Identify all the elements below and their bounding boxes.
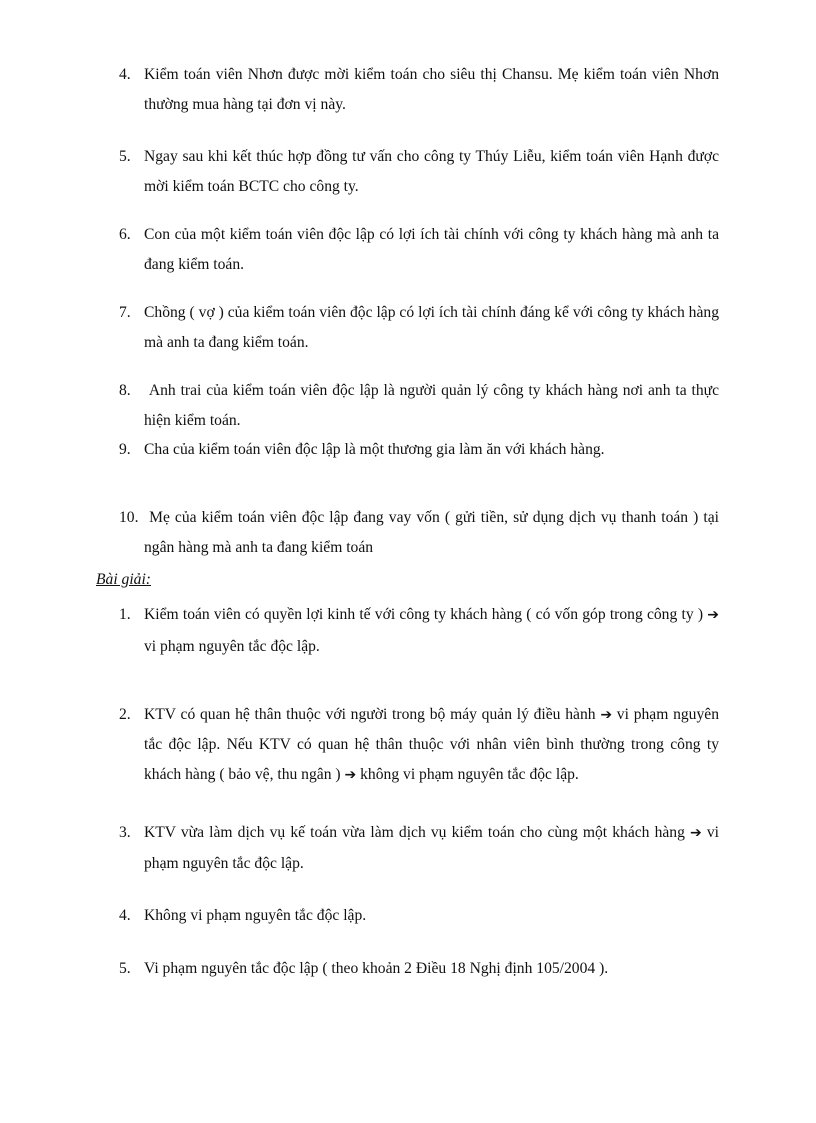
question-number: 10. bbox=[119, 509, 139, 526]
question-text: Mẹ của kiểm toán viên độc lập đang vay vốn ( gửi tiền, sử dụng dịch vụ thanh toán ) tại ngân hàng mà anh ta đang kiểm toán bbox=[144, 509, 723, 556]
answer-text: Không vi phạm nguyên tắc độc lập. bbox=[144, 907, 367, 924]
question-item-9 bbox=[119, 435, 719, 465]
right-arrow-icon: ➔ bbox=[707, 607, 719, 623]
answer-text: Vi phạm nguyên tắc độc lập ( theo khoản 2 Điều 18 Nghị định 105/2004 ). bbox=[144, 960, 609, 977]
solution-heading: Bài giải: bbox=[96, 571, 152, 588]
question-number: 9. bbox=[119, 441, 131, 458]
question-text: Anh trai của kiểm toán viên độc lập là người quản lý công ty khách hàng nơi anh ta thực hiện kiểm toán. bbox=[144, 382, 723, 429]
question-item-6 bbox=[119, 220, 719, 279]
question-number: 5. bbox=[119, 148, 131, 165]
question-item-7 bbox=[119, 298, 719, 357]
answer-item-1 bbox=[119, 599, 723, 662]
answer-text bbox=[144, 700, 723, 790]
right-arrow-icon: ➔ bbox=[690, 825, 702, 841]
answer-text bbox=[144, 599, 723, 662]
answer-number: 5. bbox=[119, 960, 131, 977]
answer-item-4 bbox=[119, 901, 719, 931]
answer-text-part: vi phạm nguyên tắc độc lập. bbox=[144, 606, 723, 655]
question-number: 8. bbox=[119, 382, 131, 399]
question-text: Chồng ( vợ ) của kiểm toán viên độc lập có lợi ích tài chính đáng kể với công ty khách hàng mà anh ta đang kiểm toán. bbox=[144, 304, 719, 351]
answer-number: 2. bbox=[119, 706, 131, 723]
question-text: Ngay sau khi kết thúc hợp đồng tư vấn cho công ty Thúy Liễu, kiểm toán viên Hạnh được mời kiểm toán BCTC cho công ty. bbox=[144, 148, 719, 195]
answer-text-part: Kiểm toán viên có quyền lợi kinh tế với công ty khách hàng ( có vốn góp trong công ty ) bbox=[144, 606, 708, 623]
answer-item-2 bbox=[119, 700, 723, 790]
answer-item-3 bbox=[119, 818, 723, 878]
question-number: 4. bbox=[119, 66, 131, 83]
answer-text-part: KTV vừa làm dịch vụ kế toán vừa làm dịch vụ kiểm toán cho cùng một khách hàng bbox=[144, 824, 691, 841]
question-item-10 bbox=[119, 503, 723, 562]
question-item-4 bbox=[119, 60, 719, 119]
answer-text-part: vi phạm nguyên tắc độc lập. Nếu KTV có quan hệ thân thuộc với nhân viên bình thường trong công ty khách hàng ( bảo vệ, thu ngân ) bbox=[144, 706, 723, 783]
answer-text-part: KTV có quan hệ thân thuộc với người trong bộ máy quản lý điều hành bbox=[144, 706, 601, 723]
question-text: Cha của kiểm toán viên độc lập là một thương gia làm ăn với khách hàng. bbox=[144, 441, 605, 458]
question-text: Kiểm toán viên Nhơn được mời kiểm toán cho siêu thị Chansu. Mẹ kiểm toán viên Nhơn thường mua hàng tại đơn vị này. bbox=[144, 66, 719, 113]
answer-text-part: vi phạm nguyên tắc độc lập. bbox=[144, 824, 723, 872]
answer-item-5 bbox=[119, 954, 719, 984]
question-text: Con của một kiểm toán viên độc lập có lợi ích tài chính với công ty khách hàng mà anh ta đang kiểm toán. bbox=[144, 226, 719, 273]
answer-number: 3. bbox=[119, 824, 131, 841]
right-arrow-icon: ➔ bbox=[600, 707, 613, 723]
answer-number: 4. bbox=[119, 907, 131, 924]
answer-text bbox=[144, 818, 723, 878]
right-arrow-icon: ➔ bbox=[344, 767, 357, 783]
question-number: 7. bbox=[119, 304, 131, 321]
answer-number: 1. bbox=[119, 606, 131, 623]
question-item-8 bbox=[119, 376, 723, 435]
question-item-5 bbox=[119, 142, 719, 201]
question-number: 6. bbox=[119, 226, 131, 243]
answer-text-part: không vi phạm nguyên tắc độc lập. bbox=[356, 766, 579, 783]
